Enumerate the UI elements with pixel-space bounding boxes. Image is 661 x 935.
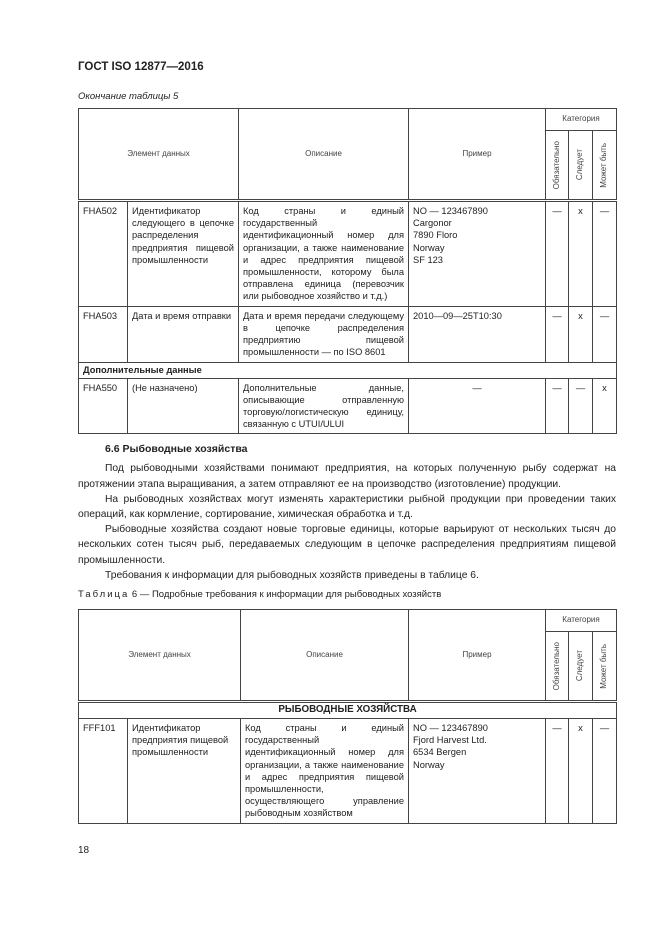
section-row: РЫБОВОДНЫЕ ХОЗЯЙСТВА (79, 702, 617, 719)
description: Дополнительные данные, описывающие отправленную торговую/логистическую единицу, связанную с UTUI/ULUI (239, 378, 409, 434)
paragraph: Рыбоводные хозяйства создают новые торговые единицы, которые варьируют от нескольких тысяч до нескольких сотен тысяч рыб, передаваемых следующим в цепочке распределения предприятиям пищевой промышленности. (78, 524, 616, 566)
header-description: Описание (239, 109, 409, 201)
section-row: Дополнительные данные (79, 362, 617, 378)
header-example: Пример (409, 610, 546, 702)
header-element: Элемент данных (79, 610, 241, 702)
page-number: 18 (78, 845, 90, 856)
header-mandatory: Обязательно (551, 140, 561, 190)
page-content (78, 60, 616, 824)
table-row (79, 201, 617, 307)
paragraph: На рыбоводных хозяйствах могут изменять характеристики рыбной продукции при проведении таких операций, как кормление, сортирование, химическая обработка и т.д. (78, 493, 616, 521)
header-example: Пример (409, 109, 546, 201)
may: x (593, 378, 617, 434)
example: 2010—09—25T10:30 (409, 306, 546, 362)
table-row (79, 378, 617, 434)
code: FHA503 (79, 306, 128, 362)
description: Код страны и единый государственный идентификационный номер для организации, а также наименование и адрес предприятия пищевой промышленности, осуществляющего управление рыбоводным хозяйством (241, 719, 409, 824)
header-category: Категория (546, 109, 617, 131)
table-continuation-label: Окончание таблицы 5 (78, 91, 179, 102)
paragraph: Требования к информации для рыбоводных хозяйств приведены в таблице 6. (105, 569, 479, 581)
name: Идентификатор предприятия пищевой промышленности (128, 719, 241, 824)
should: x (569, 306, 593, 362)
description: Дата и время передачи следующему в цепочке распределения предприятию пищевой промышленности — по ISO 8601 (239, 306, 409, 362)
table-row (79, 306, 617, 362)
header-element: Элемент данных (79, 109, 239, 201)
description: Код страны и единый государственный идентификационный номер для организации, а также наименование и адрес предприятия пищевой промышленности, которому была отправлена единица (перевозчик или рыбоводное хозяйство и т.д.) (239, 201, 409, 307)
should: x (569, 201, 593, 307)
code: FHA550 (79, 378, 128, 434)
example: — (409, 378, 546, 434)
mandatory: — (546, 306, 569, 362)
code: FHA502 (79, 201, 128, 307)
mandatory: — (546, 378, 569, 434)
header-description: Описание (241, 610, 409, 702)
code: FFF101 (79, 719, 128, 824)
header-may: Может быть (599, 142, 609, 188)
table-6 (78, 609, 617, 824)
document-header: ГОСТ ISO 12877—2016 (78, 61, 204, 73)
mandatory: — (546, 201, 569, 307)
section-heading: 6.6 Рыбоводные хозяйства (105, 443, 248, 456)
name: Дата и время отправки (128, 306, 239, 362)
name: (Не назначено) (128, 378, 239, 434)
header-category: Категория (546, 610, 617, 632)
header-should: Следует (575, 650, 585, 682)
header-mandatory: Обязательно (551, 641, 561, 691)
paragraph: Под рыбоводными хозяйствами понимают предприятия, на которых полученную рыбу содержат на протяжении этапа выращивания, а затем отправляют ее на производство (изготовление) продукции. (78, 463, 616, 490)
may: — (593, 201, 617, 307)
name: Идентификатор следующего в цепочке распределения предприятия пищевой промышленности (128, 201, 239, 307)
should: x (569, 719, 593, 824)
table-caption: Таблица 6 — Подробные требования к информации для рыбоводных хозяйств (78, 589, 442, 601)
example: NO — 123467890 Cargonor 7890 Floro Norway SF 123 (409, 201, 546, 307)
may: — (593, 719, 617, 824)
mandatory: — (546, 719, 569, 824)
table-5 (78, 108, 617, 434)
table-row (79, 719, 617, 824)
header-may: Может быть (599, 643, 609, 689)
header-should: Следует (575, 149, 585, 181)
should: — (569, 378, 593, 434)
example: NO — 123467890 Fjord Harvest Ltd. 6534 Bergen Norway (409, 719, 546, 824)
may: — (593, 306, 617, 362)
